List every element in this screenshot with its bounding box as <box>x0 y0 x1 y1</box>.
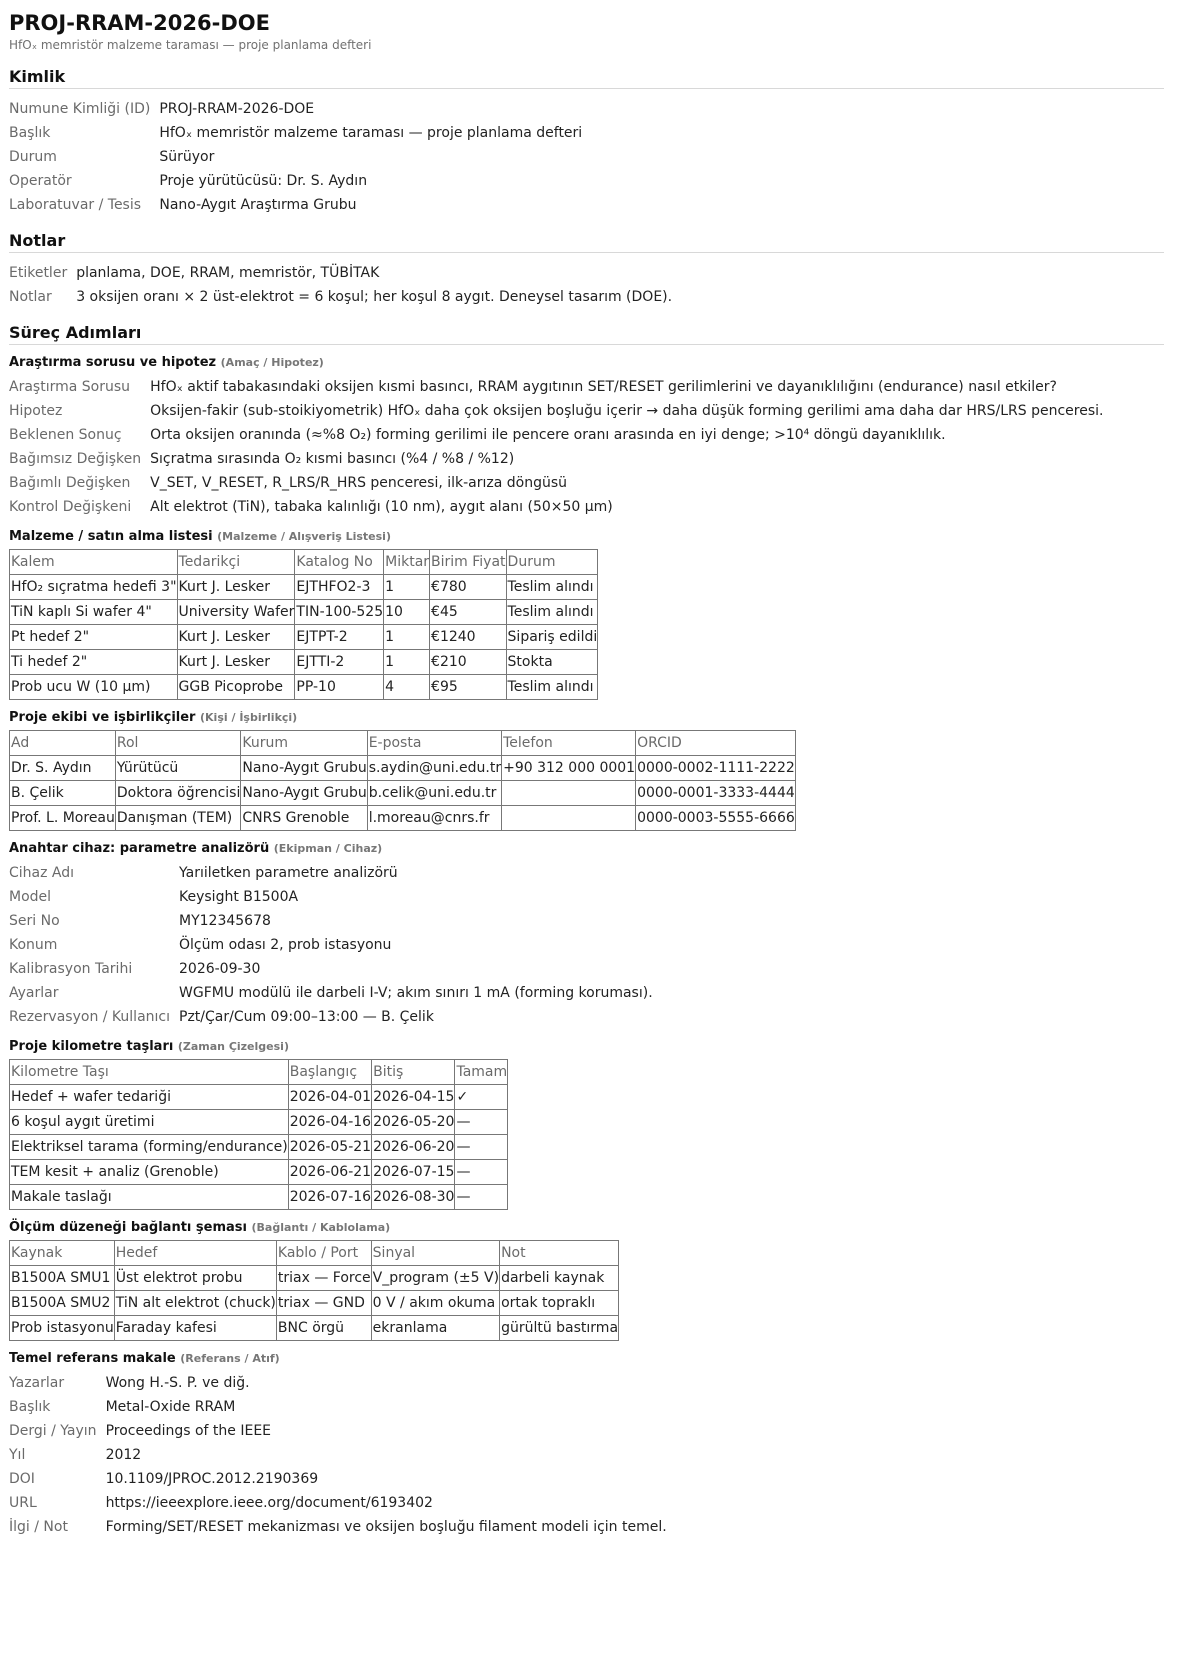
field-row <box>9 981 663 1005</box>
column-header: Not <box>500 1241 619 1266</box>
table-cell: Ti hedef 2" <box>10 650 178 675</box>
field-label: Başlık <box>9 125 51 141</box>
field-label: Etiketler <box>9 265 68 281</box>
table-cell: Teslim alındı <box>506 600 598 625</box>
field-label: Kalibrasyon Tarihi <box>9 961 133 977</box>
table-row <box>10 1291 619 1316</box>
field-value: planlama, DOE, RRAM, memristör, TÜBİTAK <box>76 265 380 281</box>
field-value: Sıçratma sırasında O₂ kısmi basıncı (%4 / %8 / %12) <box>150 451 515 467</box>
hypothesis-table <box>9 375 1114 519</box>
field-value: MY12345678 <box>179 913 271 929</box>
table-cell: 0000-0002-1111-2222 <box>636 756 796 781</box>
device-table <box>9 861 663 1029</box>
table-cell: TIN-100-525 <box>295 600 384 625</box>
table-cell: Dr. S. Aydın <box>10 756 116 781</box>
table-cell: 2026-06-20 <box>372 1135 455 1160</box>
table-row <box>10 781 796 806</box>
field-label: Bağımsız Değişken <box>9 451 142 467</box>
team-heading: Proje ekibi ve işbirlikçiler (Kişi / İşbirlikçi) <box>9 710 298 725</box>
table-cell: Danışman (TEM) <box>115 806 240 831</box>
field-row <box>9 145 592 169</box>
field-label: Laboratuvar / Tesis <box>9 197 142 213</box>
table-header-row <box>10 1241 619 1266</box>
table-cell: — <box>455 1185 508 1210</box>
table-cell: 4 <box>384 675 430 700</box>
wiring-heading: Ölçüm düzeneği bağlantı şeması (Bağlantı / Kablolama) <box>9 1220 391 1235</box>
column-header: Kalem <box>10 550 178 575</box>
column-header: Hedef <box>114 1241 276 1266</box>
column-header: Kablo / Port <box>276 1241 371 1266</box>
table-row <box>10 806 796 831</box>
table-cell: ekranlama <box>371 1316 499 1341</box>
field-label: Notlar <box>9 289 52 305</box>
column-header: Tedarikçi <box>177 550 295 575</box>
field-label: Durum <box>9 149 57 165</box>
table-header-row <box>10 731 796 756</box>
field-row <box>9 933 663 957</box>
field-value: Metal-Oxide RRAM <box>105 1399 236 1415</box>
table-cell: €210 <box>430 650 507 675</box>
notes-heading: Notlar <box>9 231 1164 253</box>
table-row <box>10 1266 619 1291</box>
field-label: İlgi / Not <box>9 1519 68 1535</box>
field-value: HfOₓ memristör malzeme taraması — proje planlama defteri <box>159 125 583 141</box>
table-cell: — <box>455 1135 508 1160</box>
field-row <box>9 1371 677 1395</box>
column-header: Durum <box>506 550 598 575</box>
table-header-row <box>10 1060 508 1085</box>
field-row <box>9 1467 677 1491</box>
table-cell: b.celik@uni.edu.tr <box>367 781 501 806</box>
hypothesis-heading: Araştırma sorusu ve hipotez (Amaç / Hipotez) <box>9 355 324 370</box>
table-row <box>10 650 598 675</box>
table-cell: s.aydin@uni.edu.tr <box>367 756 501 781</box>
table-cell: Elektriksel tarama (forming/endurance) <box>10 1135 289 1160</box>
field-label: Başlık <box>9 1399 51 1415</box>
table-cell: Doktora öğrencisi <box>115 781 240 806</box>
table-cell: EJTHFO2-3 <box>295 575 384 600</box>
table-cell: Kurt J. Lesker <box>177 575 295 600</box>
field-row <box>9 1515 677 1539</box>
field-row <box>9 957 663 981</box>
table-cell <box>502 781 636 806</box>
table-cell: PP-10 <box>295 675 384 700</box>
table-cell: HfO₂ sıçratma hedefi 3" <box>10 575 178 600</box>
table-cell: Kurt J. Lesker <box>177 650 295 675</box>
table-cell: 2026-08-30 <box>372 1185 455 1210</box>
field-value: Keysight B1500A <box>179 889 299 905</box>
field-label: Cihaz Adı <box>9 865 75 881</box>
field-label: DOI <box>9 1471 35 1487</box>
table-cell: 1 <box>384 625 430 650</box>
table-cell: Sipariş edildi <box>506 625 598 650</box>
column-header: Rol <box>115 731 240 756</box>
field-value: Nano-Aygıt Araştırma Grubu <box>159 197 357 213</box>
field-row <box>9 285 682 309</box>
table-cell: Kurt J. Lesker <box>177 625 295 650</box>
field-label: Dergi / Yayın <box>9 1423 97 1439</box>
column-header: Kaynak <box>10 1241 115 1266</box>
field-row <box>9 169 592 193</box>
table-cell: €1240 <box>430 625 507 650</box>
column-header: Miktar <box>384 550 430 575</box>
field-label: Kontrol Değişkeni <box>9 499 132 515</box>
field-row <box>9 1491 677 1515</box>
table-cell: 6 koşul aygıt üretimi <box>10 1110 289 1135</box>
table-row <box>10 675 598 700</box>
table-cell: 2026-05-20 <box>372 1110 455 1135</box>
field-label: Model <box>9 889 52 905</box>
table-row <box>10 575 598 600</box>
table-cell: Makale taslağı <box>10 1185 289 1210</box>
identity-table <box>9 97 592 217</box>
table-cell: triax — Force <box>276 1266 371 1291</box>
field-label: Numune Kimliği (ID) <box>9 101 151 117</box>
field-value: Proje yürütücüsü: Dr. S. Aydın <box>159 173 368 189</box>
table-row <box>10 1160 508 1185</box>
table-cell: Teslim alındı <box>506 575 598 600</box>
table-cell: Üst elektrot probu <box>114 1266 276 1291</box>
column-header: E-posta <box>367 731 501 756</box>
table-cell: EJTTI-2 <box>295 650 384 675</box>
materials-heading: Malzeme / satın alma listesi (Malzeme / Alışveriş Listesi) <box>9 529 391 544</box>
field-row <box>9 885 663 909</box>
table-cell: l.moreau@cnrs.fr <box>367 806 501 831</box>
field-value: Sürüyor <box>159 149 215 165</box>
column-header: Başlangıç <box>288 1060 371 1085</box>
table-cell: Prof. L. Moreau <box>10 806 116 831</box>
table-cell: 2026-06-21 <box>288 1160 371 1185</box>
column-header: Bitiş <box>372 1060 455 1085</box>
field-value: 3 oksijen oranı × 2 üst-elektrot = 6 koşul; her koşul 8 aygıt. Deneysel tasarım (DOE). <box>76 289 673 305</box>
field-row <box>9 261 682 285</box>
table-cell: 2026-07-16 <box>288 1185 371 1210</box>
column-header: Telefon <box>502 731 636 756</box>
table-cell: 0 V / akım okuma <box>371 1291 499 1316</box>
milestones-table <box>9 1059 508 1210</box>
table-cell: 2026-05-21 <box>288 1135 371 1160</box>
table-cell: V_program (±5 V) <box>371 1266 499 1291</box>
table-cell: GGB Picoprobe <box>177 675 295 700</box>
field-row <box>9 423 1114 447</box>
table-cell: 1 <box>384 650 430 675</box>
field-value: PROJ-RRAM-2026-DOE <box>159 101 315 117</box>
field-value: Orta oksijen oranında (≈%8 O₂) forming gerilimi ile pencere oranı arasında en iyi denge; >10⁴ döngü dayanıklılık. <box>150 427 946 443</box>
field-value: V_SET, V_RESET, R_LRS/R_HRS penceresi, ilk-arıza döngüsü <box>150 475 568 491</box>
table-cell: 2026-04-16 <box>288 1110 371 1135</box>
table-cell: B1500A SMU1 <box>10 1266 115 1291</box>
field-label: Beklenen Sonuç <box>9 427 122 443</box>
field-row <box>9 193 592 217</box>
field-label: Hipotez <box>9 403 63 419</box>
field-label: URL <box>9 1495 37 1511</box>
table-cell: Teslim alındı <box>506 675 598 700</box>
column-header: Ad <box>10 731 116 756</box>
table-cell: ortak topraklı <box>500 1291 619 1316</box>
table-cell: ✓ <box>455 1085 508 1110</box>
field-row <box>9 399 1114 423</box>
table-cell: EJTPT-2 <box>295 625 384 650</box>
field-row <box>9 375 1114 399</box>
table-cell: Hedef + wafer tedariği <box>10 1085 289 1110</box>
field-value: Yarıiletken parametre analizörü <box>179 865 398 881</box>
table-cell: BNC örgü <box>276 1316 371 1341</box>
table-row <box>10 625 598 650</box>
table-cell: 0000-0001-3333-4444 <box>636 781 796 806</box>
field-label: Operatör <box>9 173 72 189</box>
field-row <box>9 1005 663 1029</box>
wiring-table <box>9 1240 619 1341</box>
field-value: HfOₓ aktif tabakasındaki oksijen kısmi basıncı, RRAM aygıtının SET/RESET gerilimlerini ve dayanıklılığını (endurance) nasıl etkiler? <box>150 379 1057 395</box>
field-label: Rezervasyon / Kullanıcı <box>9 1009 170 1025</box>
field-row <box>9 495 1114 519</box>
table-cell: CNRS Grenoble <box>241 806 367 831</box>
reference-heading: Temel referans makale (Referans / Atıf) <box>9 1351 280 1366</box>
table-cell: — <box>455 1160 508 1185</box>
table-header-row <box>10 550 598 575</box>
field-label: Yazarlar <box>9 1375 65 1391</box>
table-cell: B. Çelik <box>10 781 116 806</box>
column-header: Kurum <box>241 731 367 756</box>
table-cell: gürültü bastırma <box>500 1316 619 1341</box>
table-cell: Pt hedef 2" <box>10 625 178 650</box>
field-value: Pzt/Çar/Cum 09:00–13:00 — B. Çelik <box>179 1009 434 1025</box>
field-value: Proceedings of the IEEE <box>105 1423 272 1439</box>
milestones-heading: Proje kilometre taşları (Zaman Çizelgesi) <box>9 1039 289 1054</box>
field-value: WGFMU modülü ile darbeli I-V; akım sınırı 1 mA (forming koruması). <box>179 985 653 1001</box>
table-row <box>10 600 598 625</box>
field-value: Ölçüm odası 2, prob istasyonu <box>179 937 392 953</box>
table-row <box>10 1185 508 1210</box>
table-cell: triax — GND <box>276 1291 371 1316</box>
table-cell: 10 <box>384 600 430 625</box>
table-cell: B1500A SMU2 <box>10 1291 115 1316</box>
table-cell: €95 <box>430 675 507 700</box>
table-cell: Stokta <box>506 650 598 675</box>
field-label: Araştırma Sorusu <box>9 379 131 395</box>
column-header: Kilometre Taşı <box>10 1060 289 1085</box>
field-value: Alt elektrot (TiN), tabaka kalınlığı (10 nm), aygıt alanı (50×50 µm) <box>150 499 613 515</box>
column-header: Sinyal <box>371 1241 499 1266</box>
field-label: Bağımlı Değişken <box>9 475 131 491</box>
table-cell: €780 <box>430 575 507 600</box>
field-row <box>9 1395 677 1419</box>
field-row <box>9 471 1114 495</box>
field-row <box>9 1443 677 1467</box>
field-row <box>9 97 592 121</box>
table-cell: TiN alt elektrot (chuck) <box>114 1291 276 1316</box>
field-value: Forming/SET/RESET mekanizması ve oksijen boşluğu filament modeli için temel. <box>105 1519 667 1535</box>
field-row <box>9 909 663 933</box>
table-row <box>10 756 796 781</box>
table-cell: Nano-Aygıt Grubu <box>241 781 367 806</box>
identity-heading: Kimlik <box>9 67 1164 89</box>
field-label: Yıl <box>9 1447 26 1463</box>
process-heading: Süreç Adımları <box>9 323 1164 345</box>
page-title: PROJ-RRAM-2026-DOE <box>9 11 270 35</box>
table-cell: Faraday kafesi <box>114 1316 276 1341</box>
table-cell: Nano-Aygıt Grubu <box>241 756 367 781</box>
field-row <box>9 121 592 145</box>
field-row <box>9 447 1114 471</box>
reference-table <box>9 1371 677 1539</box>
field-row <box>9 1419 677 1443</box>
table-cell: 2026-04-01 <box>288 1085 371 1110</box>
table-cell: Prob ucu W (10 µm) <box>10 675 178 700</box>
table-row <box>10 1135 508 1160</box>
field-value: 10.1109/JPROC.2012.2190369 <box>105 1471 319 1487</box>
table-cell: 2026-04-15 <box>372 1085 455 1110</box>
field-value: 2012 <box>105 1447 142 1463</box>
table-cell: Prob istasyonu <box>10 1316 115 1341</box>
table-cell: Yürütücü <box>115 756 240 781</box>
table-cell: TEM kesit + analiz (Grenoble) <box>10 1160 289 1185</box>
table-cell <box>502 806 636 831</box>
table-cell: €45 <box>430 600 507 625</box>
table-cell: 1 <box>384 575 430 600</box>
column-header: Tamam <box>455 1060 508 1085</box>
field-value: Wong H.-S. P. ve diğ. <box>105 1375 250 1391</box>
table-cell: darbeli kaynak <box>500 1266 619 1291</box>
team-table <box>9 730 796 831</box>
field-value: 2026-09-30 <box>179 961 261 977</box>
table-cell: — <box>455 1110 508 1135</box>
field-row <box>9 861 663 885</box>
column-header: Birim Fiyat <box>430 550 507 575</box>
table-cell: +90 312 000 0001 <box>502 756 636 781</box>
field-value: https://ieeexplore.ieee.org/document/6193402 <box>105 1495 433 1511</box>
page-subtitle: HfOₓ memristör malzeme taraması — proje planlama defteri <box>9 38 372 52</box>
table-cell: 0000-0003-5555-6666 <box>636 806 796 831</box>
table-row <box>10 1110 508 1135</box>
notes-table <box>9 261 682 309</box>
table-cell: University Wafer <box>177 600 295 625</box>
field-value: Oksijen-fakir (sub-stoikiyometrik) HfOₓ daha çok oksijen boşluğu içerir → daha düşük forming gerilimi ama daha dar HRS/LRS penceresi. <box>150 403 1104 419</box>
field-label: Ayarlar <box>9 985 59 1001</box>
field-label: Seri No <box>9 913 60 929</box>
table-row <box>10 1316 619 1341</box>
table-cell: 2026-07-15 <box>372 1160 455 1185</box>
field-label: Konum <box>9 937 58 953</box>
table-row <box>10 1085 508 1110</box>
table-cell: TiN kaplı Si wafer 4" <box>10 600 178 625</box>
materials-table <box>9 549 598 700</box>
column-header: ORCID <box>636 731 796 756</box>
column-header: Katalog No <box>295 550 384 575</box>
device-heading: Anahtar cihaz: parametre analizörü (Ekipman / Cihaz) <box>9 841 383 856</box>
